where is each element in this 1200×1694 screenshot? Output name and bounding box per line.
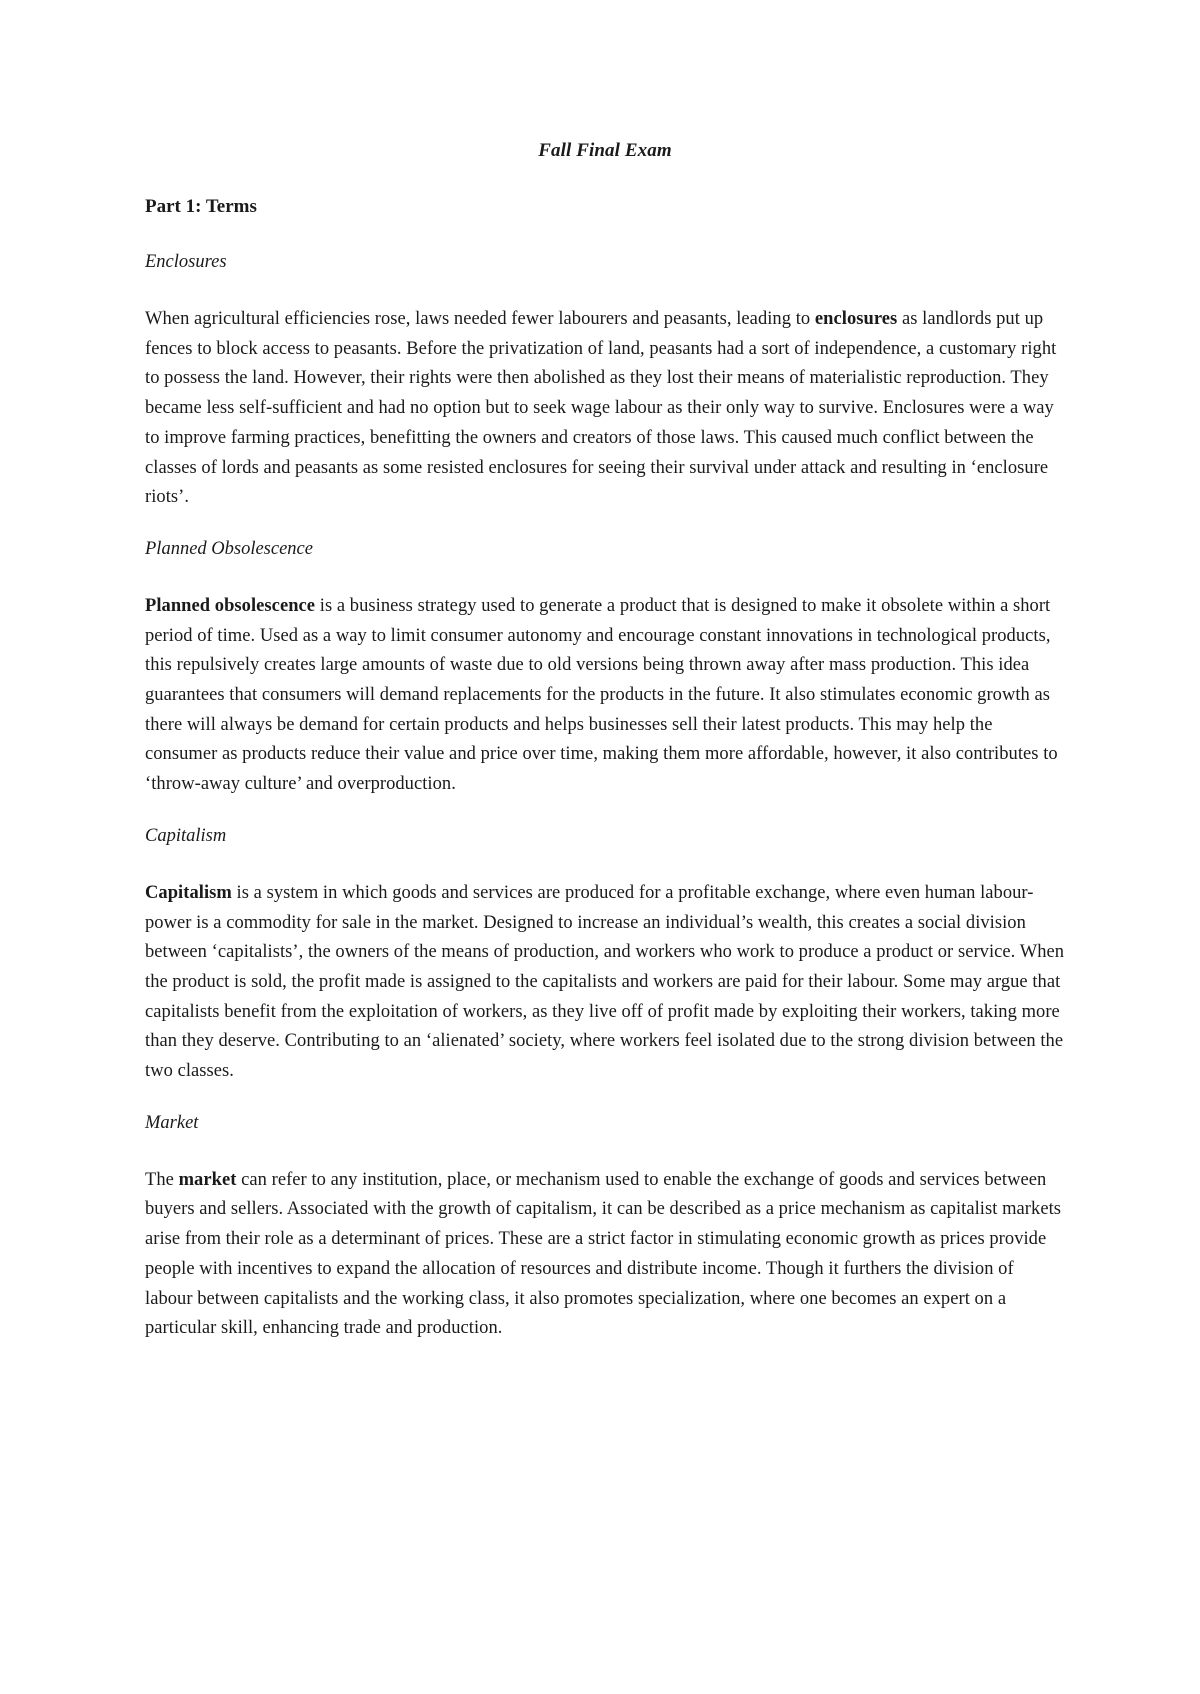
paragraph-text: can refer to any institution, place, or mechanism used to enable the exchange of goods and services between buyers and sellers. Associated with the growth of capitalism, it can be described as a price mechanism as capitalist markets arise from their role as a determinant of prices. These are a strict factor in stimulating economic growth as prices provide people with incentives to expand the allocation of resources and distribute income. Though it furthers the division of labour between capitalists and the working class, it also promotes specialization, where one becomes an expert on a particular skill, enhancing trade and production.	[145, 1169, 1062, 1339]
document-title: Fall Final Exam	[538, 140, 672, 161]
paragraph-text-start: When agricultural efficiencies rose, laws needed fewer labourers and peasants, leading to	[145, 309, 815, 329]
section-enclosures	[145, 252, 1065, 513]
paragraph-text: is a system in which goods and services are produced for a profitable exchange, where even human labour-power is a commodity for sale in the market. Designed to increase an individual’s wealth, this creates a social division between ‘capitalists’, the owners of the means of production, and workers who work to produce a product or service. When the product is sold, the profit made is assigned to the capitalists and workers are paid for their labour. Some may argue that capitalists benefit from the exploitation of workers, as they live off of profit made by exploiting their workers, taking more than they deserve. Contributing to an ‘alienated’ society, where workers feel isolated due to the strong division between the two classes.	[145, 882, 1065, 1082]
document-page	[145, 140, 1065, 1370]
term-bold: market	[178, 1169, 237, 1190]
term-paragraph	[145, 1166, 1065, 1344]
paragraph-text: is a business strategy used to generate a product that is designed to make it obsolete within a short period of time. Used as a way to limit consumer autonomy and encourage constant innovations in technological products, this repulsively creates large amounts of waste due to old versions being thrown away after mass production. This idea guarantees that consumers will demand replacements for the products in the future. It also stimulates economic growth as there will always be demand for certain products and helps businesses sell their latest products. This may help the consumer as products reduce their value and price over time, making them more affordable, however, it also contributes to ‘throw-away culture’ and overproduction.	[145, 595, 1058, 795]
section-market	[145, 1113, 1065, 1344]
term-paragraph	[145, 879, 1065, 1087]
term-paragraph	[145, 305, 1065, 513]
term-heading: Planned Obsolescence	[145, 538, 313, 559]
term-heading: Capitalism	[145, 825, 227, 846]
section-capitalism	[145, 826, 1065, 1087]
term-paragraph	[145, 592, 1065, 800]
term-bold: Capitalism	[145, 882, 232, 903]
paragraph-text-start: The	[145, 1169, 179, 1190]
section-planned-obsolescence	[145, 539, 1065, 800]
paragraph-text: as landlords put up fences to block access to peasants. Before the privatization of land, peasants had a sort of independence, a customary right to possess the land. However, their rights were then abolished as they lost their means of materialistic reproduction. They became less self-sufficient and had no option but to seek wage labour as their only way to survive. Enclosures were a way to improve farming practices, benefitting the owners and creators of those laws. This caused much conflict between the classes of lords and peasants as some resisted enclosures for seeing their survival under attack and resulting in ‘enclosure riots’.	[145, 309, 1057, 508]
part-heading: Part 1: Terms	[145, 196, 257, 217]
term-bold: enclosures	[814, 309, 898, 329]
term-heading: Enclosures	[145, 252, 227, 272]
term-bold: Planned obsolescence	[145, 595, 316, 616]
term-heading: Market	[145, 1112, 199, 1133]
